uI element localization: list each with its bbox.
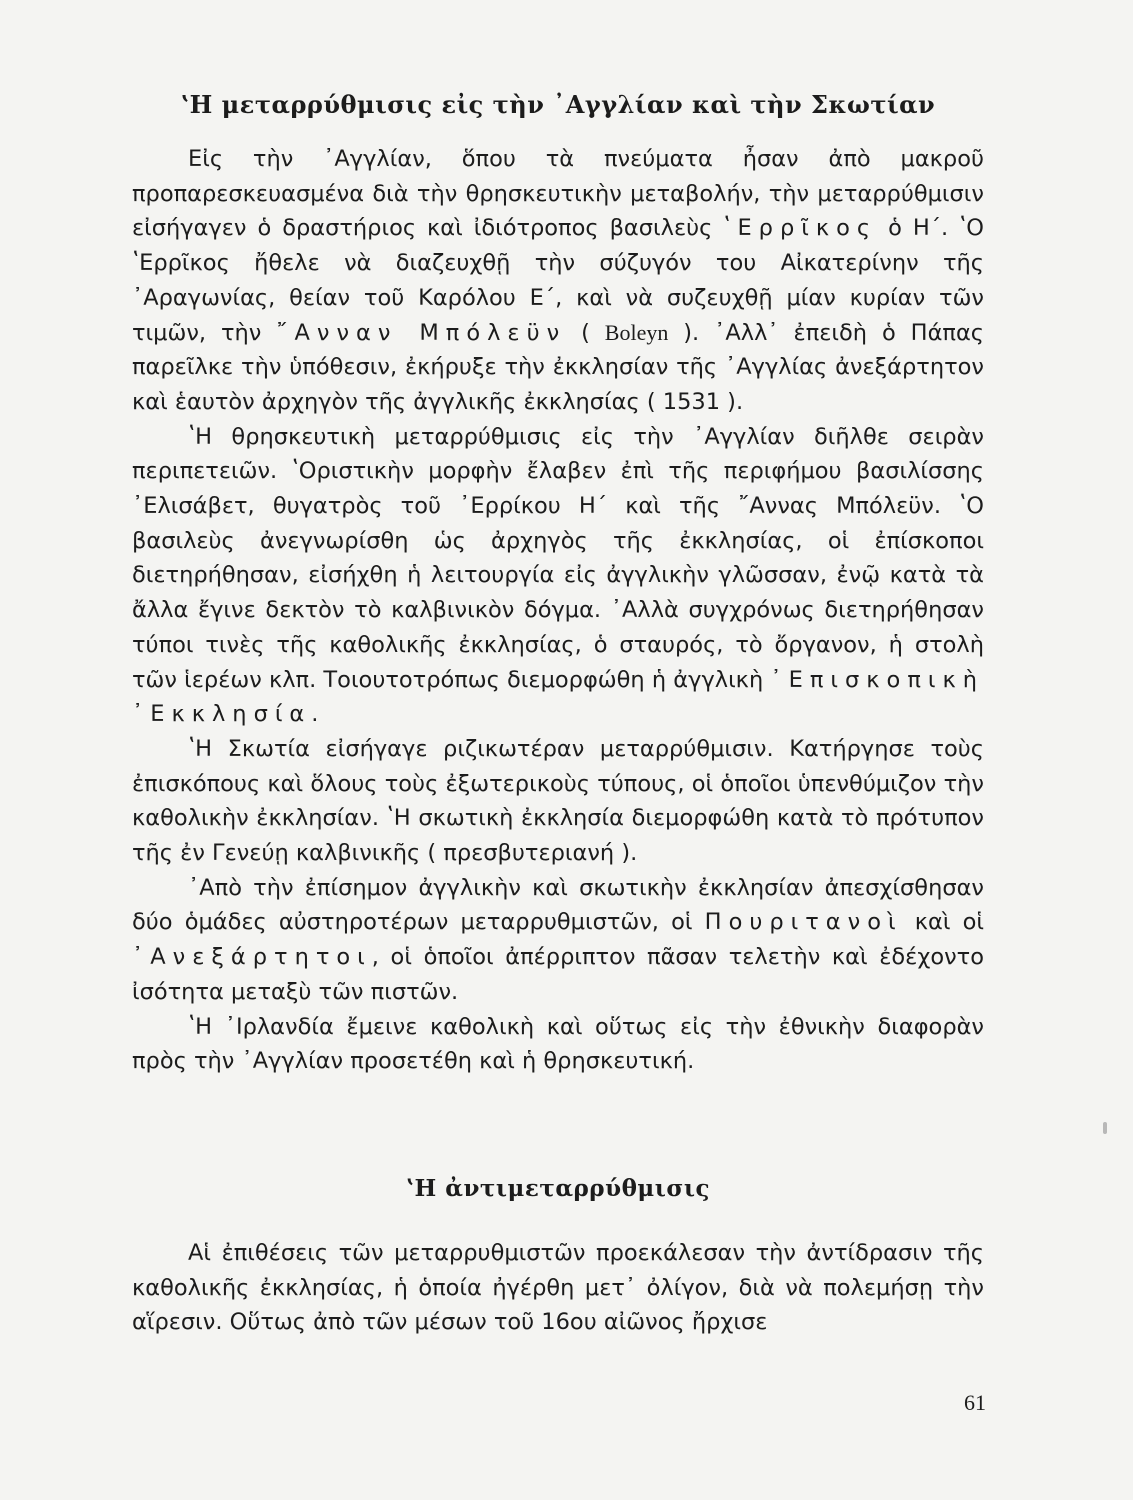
latin-name: Boleyn [604,319,669,345]
section-heading-counter-reformation: ʽΗ ἀντιμεταρρύθμισις [406,1175,710,1202]
paragraph: ʽΗ Σκωτία εἰσήγαγε ριζικωτέραν μεταρρύθμισιν. Κατήργησε τοὺς ἐπισκόπους καὶ ὅλους τοὺς ἐξωτερικοὺς τύπους, οἱ ὁποῖοι ὑπενθύμιζον τὴν καθολικὴν ἐκκλησίαν. ʽΗ σκωτικὴ ἐκκλησία διεμορφώθη κατὰ τὸ πρότυπον τῆς ἐν Γενεύῃ καλβινικῆς ( πρεσβυτεριανή ). [132,735,984,867]
spaced-name: Πουριτανοὶ [704,909,903,936]
paragraph: ʽΗ ᾿Ιρλανδία ἔμεινε καθολικὴ καὶ οὕτως εἰς τὴν ἐθνικὴν διαφορὰν πρὸς τὴν ᾿Αγγλίαν προσετέθη καὶ ἡ θρησκευτική. [132,1013,984,1075]
spaced-name: ʽΕρρῖκος [723,215,878,242]
spaced-name: ᾿Ανεξάρτητοι [132,944,372,971]
section-body-reformation [132,142,984,1079]
spaced-name: ᾿Επισκοπικὴ ᾿Εκκλησία [132,666,984,728]
paragraph: ᾿Απὸ τὴν ἐπίσημον ἀγγλικὴν καὶ σκωτικὴν ἐκκλησίαν ἀπεσχίσθησαν δύο ὁμάδες αὐστηροτέρων μεταρρυθμιστῶν, οἱ Πουριτανοὶ καὶ οἱ ᾿Ανεξάρτητοι, οἱ ὁποῖοι ἀπέρριπτον πᾶσαν τελετὴν καὶ ἐδέχοντο ἰσότητα μεταξὺ τῶν πιστῶν. [132,874,985,1005]
page-number: 61 [964,1390,986,1415]
section-body-counter-reformation [132,1236,984,1340]
paragraph: Αἱ ἐπιθέσεις τῶν μεταρρυθμιστῶν προεκάλεσαν τὴν ἀντίδρασιν τῆς καθολικῆς ἐκκλησίας, ἡ ὁποία ἠγέρθη μετ᾿ ὀλίγον, διὰ νὰ πολεμήσῃ τὴν αἵρεσιν. Οὕτως ἀπὸ τῶν μέσων τοῦ 16ου αἰῶνος ἤρχισε [132,1240,984,1336]
paragraph: ʽΗ θρησκευτικὴ μεταρρύθμισις εἰς τὴν ᾿Αγγλίαν διῆλθε σειρὰν περιπετειῶν. ʽΟριστικὴν μορφὴν ἔλαβεν ἐπὶ τῆς περιφήμου βασιλίσσης ᾿Ελισάβετ, θυγατρὸς τοῦ ᾿Ερρίκου Η΄ καὶ τῆς ῎Αννας Μπόλεϋν. ʽΟ βασιλεὺς ἀνεγνωρίσθη ὡς ἀρχηγὸς τῆς ἐκκλησίας, οἱ ἐπίσκοποι διετηρήθησαν, εἰσήχθη ἡ λειτουργία εἰς ἀγγλικὴν γλῶσσαν, ἐνῷ κατὰ τὰ ἄλλα ἔγινε δεκτὸν τὸ καλβινικὸν δόγμα. ᾿Αλλὰ συγχρόνως διετηρήθησαν τύποι τινὲς τῆς καθολικῆς ἐκκλησίας, ὁ σταυρός, τὸ ὄργανον, ἡ στολὴ τῶν ἱερέων κλπ. Τοιουτοτρόπως διεμορφώθη ἡ ἀγγλικὴ ᾿Επισκοπικὴ ᾿Εκκλησία. [132,423,984,728]
section-heading-reformation-england-scotland: ʽΗ μεταρρύθμισις εἰς τὴν ᾿Αγγλίαν καὶ τὴν Σκωτίαν [180,90,936,119]
scan-mark [1103,1122,1107,1134]
paragraph: Εἰς τὴν ᾿Αγγλίαν, ὅπου τὰ πνεύματα ἦσαν ἀπὸ μακροῦ προπαρεσκευασμένα διὰ τὴν θρησκευτικὴν μεταβολήν, τὴν μεταρρύθμισιν εἰσήγαγεν ὁ δραστήριος καὶ ἰδιότροπος βασιλεὺς ʽΕρρῖκος ὁ Η΄. ʽΟ ʽΕρρῖκος ἤθελε νὰ διαζευχθῇ τὴν σύζυγόν του Αἰκατερίνην τῆς ᾿Αραγωνίας, θείαν τοῦ Καρόλου Ε΄, καὶ νὰ συζευχθῇ μίαν κυρίαν τῶν τιμῶν, τὴν ῎Ανναν Μπόλεϋν ( Boleyn ). ᾿Αλλ᾿ ἐπειδὴ ὁ Πάπας παρεῖλκε τὴν ὑπόθεσιν, ἐκήρυξε τὴν ἐκκλησίαν τῆς ᾿Αγγλίας ἀνεξάρτητον καὶ ἑαυτὸν ἀρχηγὸν τῆς ἀγγλικῆς ἐκκλησίας ( 1531 ). [132,146,985,415]
spaced-name: ῎Ανναν Μπόλεϋν [276,319,567,346]
